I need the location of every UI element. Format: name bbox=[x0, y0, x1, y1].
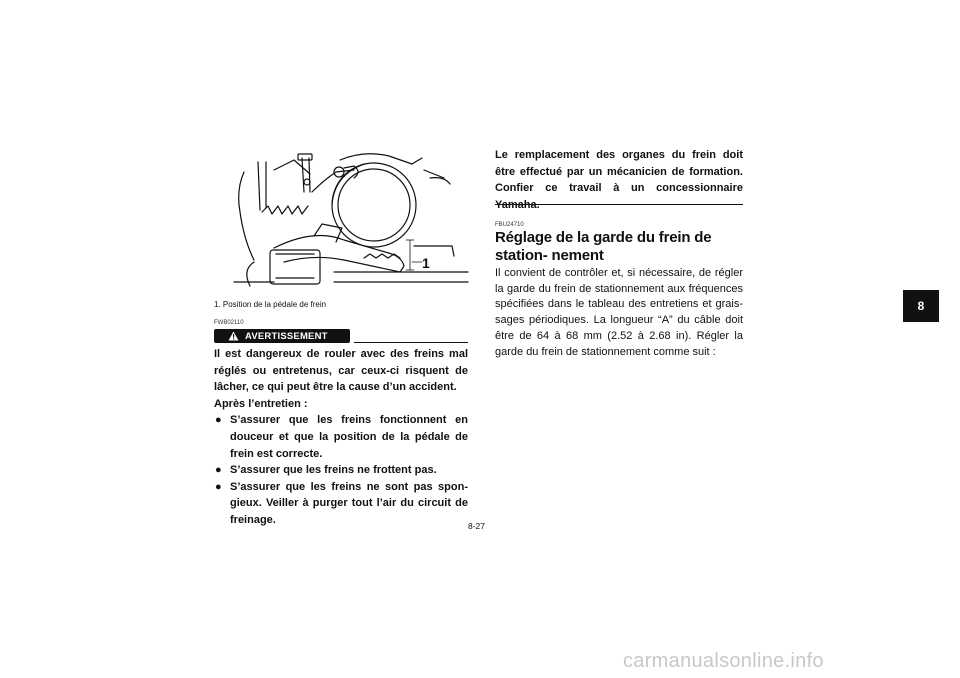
watermark: carmanualsonline.info bbox=[623, 650, 824, 672]
warning-label: AVERTISSEMENT bbox=[245, 330, 328, 342]
brake-pedal-figure bbox=[214, 150, 470, 298]
section-body: Il convient de contrôler et, si nécessaire, de régler la garde du frein de stationnement aux fréquences spécifiées dans le tableau des entretiens et grais- sages périodiques. La longueur “A” du câble doit être de 64 à 68 mm (2.52 à 2.68 in). Régler la garde du frein de stationnement comme suit : bbox=[495, 267, 743, 358]
notice-text: Le remplacement des organes du frein doit être effectué par un mécanicien de formation. Confier ce travail à un concessionnaire Yamaha. bbox=[495, 149, 743, 211]
warning-rule bbox=[354, 342, 468, 343]
warning-banner bbox=[214, 329, 350, 343]
notice-rule bbox=[495, 204, 743, 205]
warning-bullet: ● S’assurer que les freins ne sont pas spon- gieux. Veiller à purger tout l’air du circuit de freinage. bbox=[215, 480, 468, 526]
warning-text bbox=[214, 346, 468, 529]
section-heading: Réglage de la garde du frein de station- nement bbox=[495, 229, 712, 264]
warning-paragraph: Il est dangereux de rouler avec des freins mal réglés ou entretenus, car ceux-ci risquent de lâcher, ce qui peut être la cause d’un accident. bbox=[214, 348, 468, 394]
warning-code: FWB02110 bbox=[214, 320, 244, 326]
bullet-icon: ● bbox=[215, 414, 222, 427]
figure-caption: 1. Position de la pédale de frein bbox=[214, 300, 327, 309]
section-code: FBU24710 bbox=[495, 222, 524, 228]
warning-triangle-icon bbox=[228, 331, 239, 341]
figure-callout: 1 bbox=[422, 255, 430, 271]
chapter-tab: 8 bbox=[903, 290, 939, 322]
page-number: 8-27 bbox=[468, 521, 486, 531]
warning-bullet-list bbox=[214, 412, 468, 528]
warning-bullet: ● S’assurer que les freins ne frottent pas. bbox=[214, 462, 468, 479]
bullet-icon: ● bbox=[215, 480, 222, 493]
warning-bullet: ● S’assurer que les freins fonctionnent en douceur et que la position de la pédale de frein est correcte. bbox=[215, 414, 468, 460]
warning-intro: Après l’entretien : bbox=[214, 397, 308, 410]
bullet-icon: ● bbox=[215, 464, 222, 477]
brake-pedal-illustration bbox=[214, 150, 470, 298]
